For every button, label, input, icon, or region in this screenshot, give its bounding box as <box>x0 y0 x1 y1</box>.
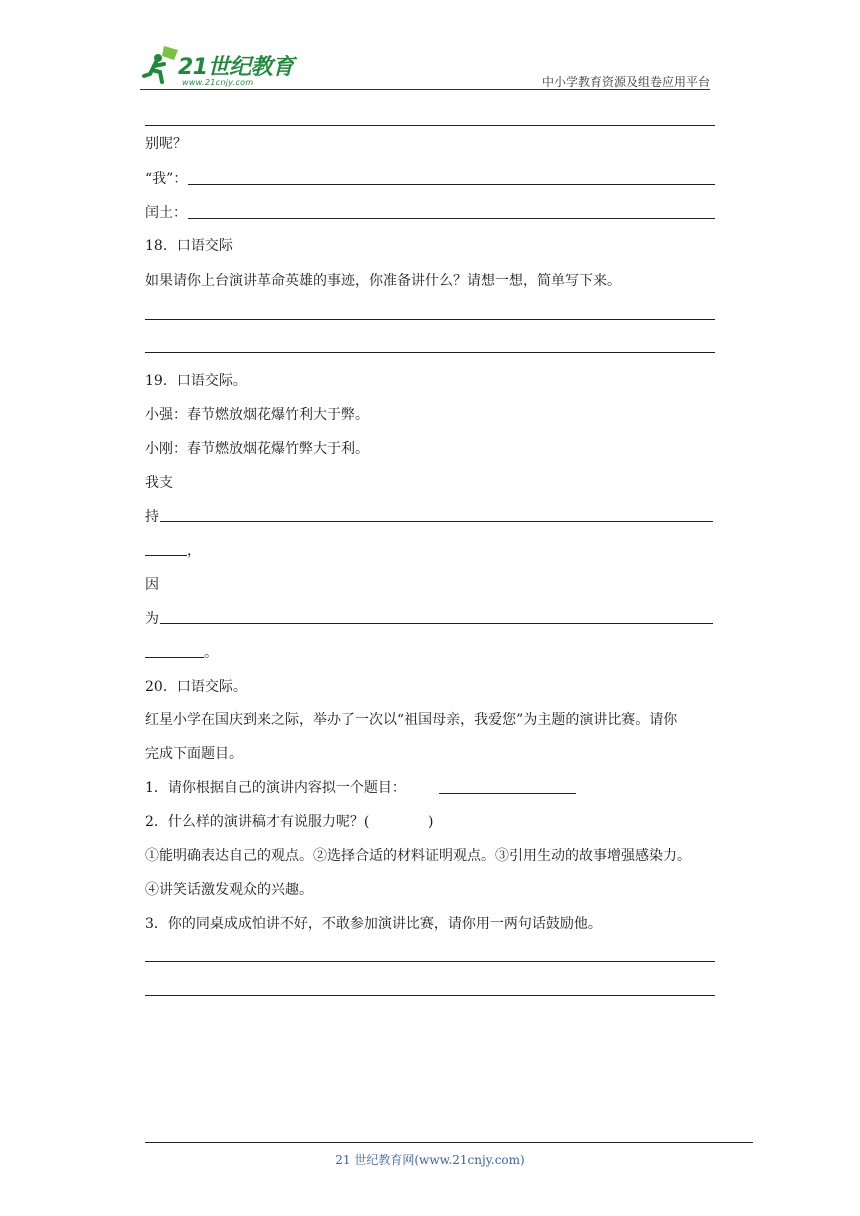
because-period: 。 <box>204 645 218 661</box>
q20-answer-line-1[interactable] <box>145 961 715 962</box>
answer-line <box>145 125 715 126</box>
sub-question-3: 3．你的同桌成成怕讲不好，不敢参加演讲比赛，请你用一两句话鼓励他。 <box>145 916 602 932</box>
logo-url: www.21cnjy.com <box>182 78 254 87</box>
title-answer-line[interactable] <box>439 793 576 794</box>
because-label-cont: 为 <box>145 611 159 627</box>
runtu-label: 闰土： <box>145 205 187 221</box>
runtu-answer-line[interactable] <box>188 218 715 219</box>
question-19-title: 19．口语交际。 <box>145 373 247 389</box>
question-20-intro-cont: 完成下面题目。 <box>145 746 243 762</box>
question-18-title: 18．口语交际 <box>145 238 233 254</box>
me-answer-line[interactable] <box>188 184 715 185</box>
site-logo <box>140 44 310 90</box>
footer-divider <box>145 1142 753 1143</box>
question-text: 别呢？ <box>145 136 187 152</box>
xiaoqiang-statement: 小强：春节燃放烟花爆竹利大于弊。 <box>145 407 369 423</box>
q18-answer-line-1[interactable] <box>145 319 715 320</box>
sub-question-2: 2．什么样的演讲稿才有说服力呢？( <box>145 814 370 830</box>
because-answer-line-short[interactable] <box>145 657 204 658</box>
options-line-2: ④讲笑话激发观众的兴趣。 <box>145 882 313 898</box>
support-label: 我支 <box>145 475 173 491</box>
logo-wordmark: 21世纪教育 <box>178 55 294 80</box>
support-label-cont: 持 <box>145 509 159 525</box>
runner-logo-icon <box>140 44 180 88</box>
sub-question-1: 1．请你根据自己的演讲内容拟一个题目： <box>145 780 406 796</box>
because-answer-line[interactable] <box>160 623 713 624</box>
support-answer-line-short[interactable] <box>145 555 187 556</box>
options-line-1: ①能明确表达自己的观点。②选择合适的材料证明观点。③引用生动的故事增强感染力。 <box>145 848 691 864</box>
q18-answer-line-2[interactable] <box>145 352 715 353</box>
q20-answer-line-2[interactable] <box>145 995 715 996</box>
because-label: 因 <box>145 577 159 593</box>
sub-question-2-close-paren: ) <box>428 814 434 830</box>
support-answer-line[interactable] <box>160 521 713 522</box>
question-20-title: 20．口语交际。 <box>145 679 247 695</box>
support-comma: ， <box>187 543 201 559</box>
question-18-prompt: 如果请你上台演讲革命英雄的事迹，你准备讲什么？请想一想，简单写下来。 <box>145 273 621 289</box>
me-label: “我”： <box>145 171 188 187</box>
question-20-intro: 红星小学在国庆到来之际，举办了一次以“祖国母亲，我爱您”为主题的演讲比赛。请你 <box>145 712 678 728</box>
xiaogang-statement: 小刚：春节燃放烟花爆竹弊大于利。 <box>145 441 369 457</box>
header-platform-title: 中小学教育资源及组卷应用平台 <box>541 75 710 89</box>
footer-site-link[interactable]: 21 世纪教育网(www.21cnjy.com) <box>335 1153 525 1167</box>
header-divider <box>140 89 710 90</box>
